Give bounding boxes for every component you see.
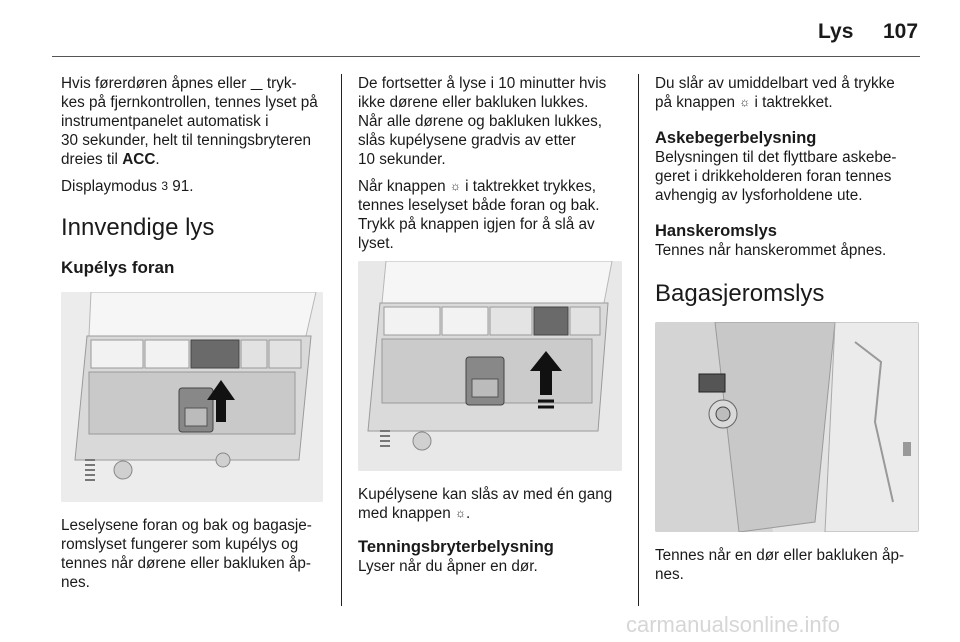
paragraph-switch-off-immediately: Du slår av umiddelbart ved å trykke på knappen ☼ i taktrekket. (655, 75, 895, 111)
paragraph-reading-light-button: Når knappen ☼ i taktrekket trykkes, tennes leselyset både foran og bak. Trykk på knappen igjen for å slå av lyset. (358, 178, 600, 252)
courtesy-light-off-icon: ☼ (454, 506, 466, 520)
front-courtesy-light-illustration (61, 292, 323, 502)
column-1 (61, 74, 327, 600)
paragraph-display-mode: Displaymodus 3 91. (61, 178, 194, 195)
paragraph-instrument-light: Hvis førerdøren åpnes eller ⎽ tryk- kes på fjernkontrollen, tennes lyset på instrumentpanelet automatisk i 30 sekunder, helt til tenningsbryteren dreies til ACC. (61, 75, 318, 168)
courtesy-light-off-icon: ☼ (739, 95, 751, 109)
column-3 (655, 74, 921, 592)
column-divider (638, 74, 639, 606)
paragraph-ashtray-light: Belysningen til det flyttbare askebe- geret i drikkeholderen foran tennes avhengig av lysforholdene ute. (655, 149, 897, 204)
paragraph-reading-lights: Leselysene foran og bak og bagasje- romslyset fungerer som kupélys og tennes når dørene eller bakluken åp- nes. (61, 517, 312, 591)
page-header (0, 0, 960, 58)
column-2 (358, 74, 624, 584)
heading-ignition-switch-light: Tenningsbryterbelysning (358, 538, 554, 556)
paragraph-glovebox-light: Tennes når hanskerommet åpnes. (655, 242, 887, 259)
paragraph-switch-off: Kupélysene kan slås av med én gang med knappen ☼. (358, 486, 613, 522)
heading-load-compartment-light: Bagasjeromslys (655, 280, 825, 307)
watermark: carmanualsonline.info (626, 612, 841, 637)
heading-front-courtesy-light: Kupélys foran (61, 258, 175, 277)
heading-glovebox-light: Hanskeromslys (655, 222, 777, 240)
reading-light-icon: ☼ (449, 179, 461, 193)
roof-console-illustration (358, 261, 622, 471)
paragraph-ignition-light: Lyser når du åpner en dør. (358, 558, 538, 575)
column-divider (341, 74, 342, 606)
heading-ashtray-light: Askebegerbelysning (655, 129, 817, 147)
paragraph-ten-minutes: De fortsetter å lyse i 10 minutter hvis ikke dørene eller bakluken lukkes. Når alle dørene og bakluken lukkes, slås kupélysene gradvis av etter 10 sekunder. (358, 75, 607, 168)
section-title: Lys (818, 20, 854, 43)
heading-interior-lights: Innvendige lys (61, 214, 215, 241)
reference-arrow-icon: 3 (161, 179, 169, 193)
header-divider (52, 56, 920, 57)
acc-label: ACC (122, 151, 156, 168)
page-number: 107 (883, 20, 919, 43)
lock-remote-icon: ⎽ (250, 76, 263, 90)
load-compartment-illustration (655, 322, 919, 532)
paragraph-load-compartment-light: Tennes når en dør eller bakluken åp- nes. (655, 547, 905, 583)
